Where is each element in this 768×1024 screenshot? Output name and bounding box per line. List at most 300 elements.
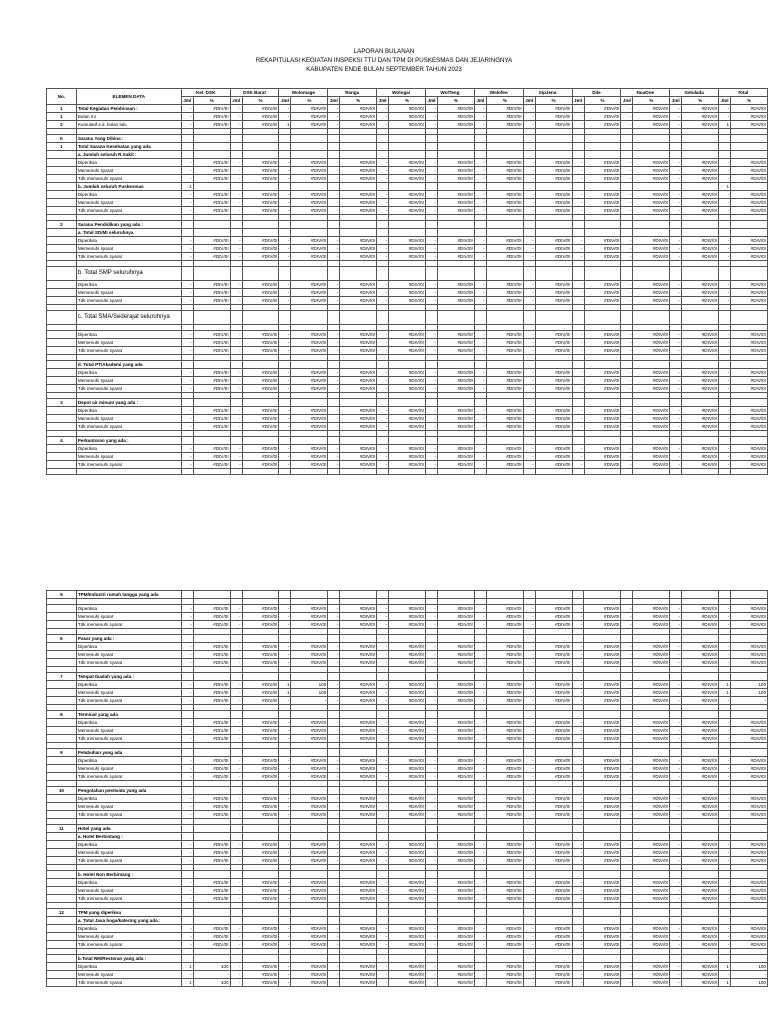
cell-pct [291,469,328,475]
cell-pct: #DIV/0! [242,941,279,949]
cell-pct [682,143,719,151]
cell-jml [621,909,633,917]
cell-jml [719,267,731,281]
cell-jml: - [523,415,535,423]
cell-jml [328,825,340,833]
cell-jml: - [474,423,486,431]
cell-jml [523,437,535,445]
cell-pct: #DIV/0! [682,605,719,613]
cell-jml: - [181,245,193,253]
cell-jml: - [670,857,682,865]
cell-pct: #DIV/0! [242,879,279,887]
cell-pct: #DIV/0! [340,423,377,431]
table-row [47,933,768,941]
cell-jml: - [328,289,340,297]
cell-jml: - [425,605,437,613]
cell-pct: #DIV/0! [340,167,377,175]
cell-jml: - [474,963,486,971]
cell-jml: - [572,795,584,803]
cell-jml: - [328,857,340,865]
cell-pct: #DIV/0! [437,849,474,857]
cell-pct [486,399,523,407]
cell-pct: #DIV/0! [242,121,279,129]
cell-jml [474,229,486,237]
table-row [47,895,768,903]
cell-pct: #DIV/0! [291,347,328,355]
cell-jml [377,183,389,191]
cell-pct [437,469,474,475]
cell-pct: #DIV/0! [535,941,572,949]
cell-pct [193,909,230,917]
cell-jml: - [279,385,291,393]
cell-pct: #DIV/0! [682,339,719,347]
cell-jml: - [181,461,193,469]
cell-pct: #DIV/0! [633,113,670,121]
cell-pct [437,711,474,719]
cell-jml [181,833,193,841]
row-label: b.Total RM/Restoran yang ada : [76,955,181,963]
cell-pct: #DIV/0! [193,331,230,339]
cell-pct: #DIV/0! [242,651,279,659]
cell-jml: - [328,879,340,887]
row-label: Tdk memenuhi syarat [76,253,181,261]
cell-pct [437,749,474,757]
cell-pct: #DIV/0! [535,697,572,705]
cell-jml: - [181,941,193,949]
row-number [47,253,77,261]
cell-pct: #DIV/0! [193,719,230,727]
cell-jml: - [279,105,291,113]
cell-jml: - [572,253,584,261]
cell-jml: - [719,253,731,261]
cell-pct [486,787,523,795]
cell-pct [389,361,426,369]
cell-pct: #DIV/0! [730,857,767,865]
cell-pct: #DIV/0! [633,385,670,393]
table-row [47,773,768,781]
cell-pct [193,591,230,599]
row-number [47,461,77,469]
cell-pct: #DIV/0! [291,385,328,393]
cell-jml: - [377,347,389,355]
cell-pct: #DIV/0! [389,795,426,803]
cell-jml: - [474,605,486,613]
cell-jml: - [230,461,242,469]
cell-jml: - [377,289,389,297]
cell-jml: - [719,175,731,183]
cell-pct: #DIV/0! [731,281,768,289]
col-header-elemen: ELEMEN DATA [76,89,181,105]
cell-jml: - [181,643,193,651]
cell-jml: - [328,613,340,621]
cell-pct: #DIV/0! [193,765,230,773]
cell-jml: - [328,689,340,697]
cell-jml: - [328,727,340,735]
cell-pct: #DIV/0! [291,191,328,199]
row-number [47,925,77,933]
cell-pct: #DIV/0! [340,113,377,121]
cell-jml [279,833,291,841]
cell-pct: #DIV/0! [633,347,670,355]
cell-pct: #DIV/0! [584,727,621,735]
cell-jml: - [328,841,340,849]
row-number [47,697,77,705]
cell-jml [719,833,731,841]
cell-pct: #DIV/0! [633,643,670,651]
cell-jml: - [181,207,193,215]
cell-jml: - [279,811,291,819]
cell-pct: #DIV/0! [731,253,768,261]
cell-jml: - [474,105,486,113]
row-label: Bulan Ini [76,113,181,121]
cell-pct: #DIV/0! [535,689,572,697]
cell-jml: - [377,613,389,621]
col-header-jml: Jml [377,97,389,105]
cell-pct [193,361,230,369]
cell-jml: - [279,461,291,469]
cell-pct: #DIV/0! [242,245,279,253]
col-header-pct: % [193,97,230,105]
cell-jml: - [328,407,340,415]
cell-jml: - [279,735,291,743]
cell-pct: #DIV/0! [633,697,670,705]
cell-jml: - [425,697,437,705]
cell-pct: #DIV/0! [193,377,230,385]
cell-jml: - [474,297,486,305]
cell-jml: - [279,415,291,423]
cell-pct: #DIV/0! [682,689,719,697]
cell-pct: #DIV/0! [389,339,426,347]
cell-jml: - [719,289,731,297]
cell-jml: - [621,237,633,245]
cell-pct: #DIV/0! [682,453,719,461]
cell-pct [340,917,377,925]
cell-jml [523,221,535,229]
cell-jml [279,787,291,795]
row-number: 7 [47,673,77,681]
cell-pct: #DIV/0! [437,113,474,121]
cell-pct: #DIV/0! [193,369,230,377]
cell-pct: #DIV/0! [633,757,670,765]
cell-pct: #DIV/0! [633,727,670,735]
cell-jml: - [474,207,486,215]
cell-pct [535,635,572,643]
cell-jml [474,711,486,719]
cell-pct [291,787,328,795]
cell-pct [486,825,523,833]
col-header-jml: Jml [425,97,437,105]
cell-jml: - [328,237,340,245]
cell-pct: #DIV/0! [584,605,621,613]
cell-jml: - [474,113,486,121]
cell-pct: #DIV/0! [535,199,572,207]
cell-jml: 1 [181,963,193,971]
cell-pct [340,591,377,599]
cell-pct [291,833,328,841]
cell-jml: - [377,795,389,803]
row-number [47,941,77,949]
cell-jml: - [425,121,437,129]
cell-pct: #DIV/0! [730,719,767,727]
cell-jml: - [328,849,340,857]
cell-jml [523,229,535,237]
cell-pct [682,871,719,879]
row-number [47,727,77,735]
table-row [47,697,768,705]
cell-jml [572,591,584,599]
cell-pct: #DIV/0! [486,811,523,819]
cell-jml: - [621,331,633,339]
cell-jml: - [719,377,731,385]
cell-jml [181,135,193,143]
cell-jml [328,909,340,917]
cell-jml: - [377,167,389,175]
cell-pct [731,361,768,369]
cell-jml [425,787,437,795]
cell-jml: - [230,857,242,865]
cell-pct: #DIV/0! [535,253,572,261]
cell-jml: - [572,689,584,697]
cell-jml: - [572,339,584,347]
col-header-pct: % [437,97,474,105]
table-row [47,407,768,415]
cell-pct: #DIV/0! [291,331,328,339]
cell-jml: - [621,895,633,903]
cell-pct: #DIV/0! [584,199,621,207]
cell-jml: - [377,841,389,849]
cell-jml: - [719,445,731,453]
cell-jml: - [670,297,682,305]
cell-jml [425,749,437,757]
cell-jml: - [230,191,242,199]
cell-jml: - [181,697,193,705]
row-label: Memenuhi syarat [76,613,181,621]
table-row [47,267,768,281]
cell-jml: - [279,175,291,183]
cell-pct [633,135,670,143]
report-title: LAPORAN BULANAN [353,48,415,55]
table-row [47,207,768,215]
cell-pct: #DIV/0! [535,415,572,423]
cell-pct: #DIV/0! [682,377,719,385]
cell-pct: #DIV/0! [584,689,621,697]
cell-jml: - [572,385,584,393]
row-label: Memenuhi syarat [76,453,181,461]
cell-jml: - [474,461,486,469]
cell-pct [340,183,377,191]
cell-jml: - [572,659,584,667]
cell-jml: - [328,659,340,667]
cell-pct: #DIV/0! [340,849,377,857]
cell-jml: - [719,841,731,849]
cell-jml: - [474,841,486,849]
cell-jml [474,151,486,159]
cell-pct: #DIV/0! [193,727,230,735]
cell-pct: #DIV/0! [340,407,377,415]
cell-jml: 1 [279,121,291,129]
cell-jml: - [719,167,731,175]
row-label: Diperiksa [76,795,181,803]
cell-jml: - [621,113,633,121]
table-row [47,361,768,369]
cell-jml: - [181,719,193,727]
cell-jml: - [377,979,389,987]
table-row [47,221,768,229]
col-header-jml: Jml [279,97,291,105]
cell-jml: - [328,159,340,167]
cell-jml: - [621,925,633,933]
cell-pct: #DIV/0! [731,207,768,215]
cell-pct: #DIV/0! [486,841,523,849]
cell-jml: - [523,879,535,887]
cell-jml: - [523,925,535,933]
cell-pct: #DIV/0! [486,423,523,431]
cell-pct: 100 [291,681,328,689]
cell-pct [389,135,426,143]
cell-jml: - [328,253,340,261]
row-label: Tempat Ibadah yang ada : [76,673,181,681]
cell-jml [474,361,486,369]
cell-pct [633,711,670,719]
row-label: Diperiksa [76,719,181,727]
cell-jml: - [523,941,535,949]
cell-jml: - [621,681,633,689]
cell-pct: #DIV/0! [584,331,621,339]
cell-pct [682,311,719,325]
cell-pct: #DIV/0! [242,175,279,183]
cell-pct: #DIV/0! [193,167,230,175]
cell-pct [584,955,621,963]
cell-jml: - [328,423,340,431]
cell-pct: #DIV/0! [486,339,523,347]
cell-pct: #DIV/0! [633,253,670,261]
cell-jml: - [572,281,584,289]
cell-jml: - [572,407,584,415]
cell-pct: #DIV/0! [633,237,670,245]
cell-jml [523,143,535,151]
cell-jml [621,399,633,407]
cell-pct: #DIV/0! [193,773,230,781]
cell-pct: #DIV/0! [242,167,279,175]
cell-jml: - [719,191,731,199]
cell-jml: - [425,933,437,941]
cell-pct [389,143,426,151]
table-row [47,437,768,445]
cell-jml: - [279,613,291,621]
cell-jml: - [474,347,486,355]
cell-jml: - [181,331,193,339]
cell-jml: - [425,971,437,979]
cell-pct: #DIV/0! [340,727,377,735]
cell-pct: #DIV/0! [633,765,670,773]
cell-pct: #DIV/0! [389,643,426,651]
row-number [47,445,77,453]
cell-pct [535,833,572,841]
cell-pct: #DIV/0! [486,199,523,207]
row-label: Tdk memenuhi syarat [76,735,181,743]
cell-pct: #DIV/0! [389,159,426,167]
cell-pct: #DIV/0! [437,651,474,659]
cell-pct: #DIV/0! [633,773,670,781]
cell-pct: #DIV/0! [633,407,670,415]
cell-jml: - [181,453,193,461]
cell-pct: #DIV/0! [437,773,474,781]
cell-pct: #DIV/0! [731,289,768,297]
cell-pct: #DIV/0! [584,979,621,987]
cell-jml: - [279,347,291,355]
cell-jml: - [279,245,291,253]
cell-jml: - [279,887,291,895]
cell-pct: #DIV/0! [486,719,523,727]
cell-pct [437,135,474,143]
cell-jml: - [670,697,682,705]
cell-jml [572,143,584,151]
col-header-jml: Jml [621,97,633,105]
cell-pct: #DIV/0! [291,933,328,941]
cell-jml: - [719,237,731,245]
cell-pct [340,221,377,229]
cell-pct: #DIV/0! [437,245,474,253]
cell-pct: #DIV/0! [535,681,572,689]
cell-jml: - [670,887,682,895]
cell-pct [584,749,621,757]
cell-jml: - [328,191,340,199]
cell-pct: #DIV/0! [535,651,572,659]
cell-jml [670,361,682,369]
cell-jml: - [719,415,731,423]
cell-jml: - [523,857,535,865]
cell-jml: - [474,159,486,167]
cell-jml: - [279,643,291,651]
cell-jml: - [572,167,584,175]
table-row [47,377,768,385]
table-row [47,765,768,773]
cell-pct: #DIV/0! [242,971,279,979]
cell-jml: - [670,175,682,183]
cell-pct: #DIV/0! [633,651,670,659]
cell-jml [621,711,633,719]
cell-pct: #DIV/0! [291,377,328,385]
cell-pct: #DIV/0! [291,773,328,781]
cell-jml: - [328,347,340,355]
row-number [47,963,77,971]
cell-jml: - [719,199,731,207]
cell-pct: #DIV/0! [437,281,474,289]
cell-pct [682,361,719,369]
cell-pct: #DIV/0! [535,175,572,183]
cell-pct: #DIV/0! [633,895,670,903]
cell-jml: - [670,735,682,743]
cell-pct: #DIV/0! [633,331,670,339]
cell-jml [425,267,437,281]
cell-pct: #DIV/0! [584,369,621,377]
table-row [47,635,768,643]
cell-pct: #DIV/0! [730,941,767,949]
cell-pct [486,711,523,719]
cell-pct: #DIV/0! [486,461,523,469]
cell-pct [633,361,670,369]
cell-pct [486,909,523,917]
cell-jml: - [719,941,731,949]
cell-pct: #DIV/0! [486,895,523,903]
cell-jml [328,591,340,599]
cell-jml: - [572,453,584,461]
cell-pct [437,221,474,229]
cell-jml: - [719,605,731,613]
cell-jml: - [474,613,486,621]
row-number [47,361,77,369]
cell-jml [181,267,193,281]
